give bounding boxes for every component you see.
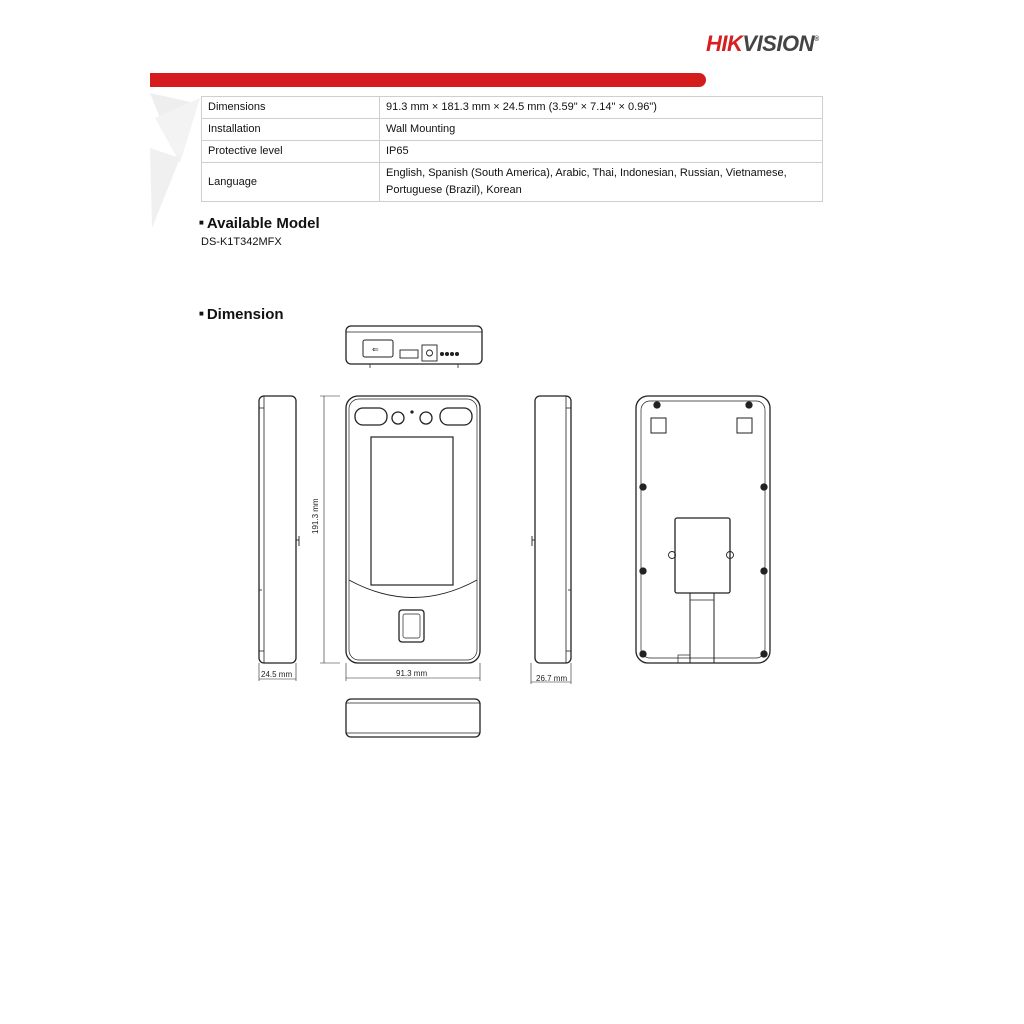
available-model-title: Available Model xyxy=(206,215,320,232)
spec-label: Installation xyxy=(202,119,380,141)
top-view-drawing xyxy=(346,326,482,368)
dimension-title: Dimension xyxy=(206,306,284,323)
side-depth-label: 24.5 mm xyxy=(261,670,293,679)
spec-value: IP65 xyxy=(380,141,823,163)
svg-text:⇐: ⇐ xyxy=(372,345,379,354)
spec-label: Protective level xyxy=(202,141,380,163)
width-label: 91.3 mm xyxy=(396,669,428,678)
spec-value: English, Spanish (South America), Arabic, Thai, Indonesian, Russian, Vietnamese, Portuguese (Brazil), Korean xyxy=(380,163,823,202)
model-number: DS-K1T342MFX xyxy=(201,236,282,248)
spec-value: Wall Mounting xyxy=(380,119,823,141)
bullet-icon: ■ xyxy=(199,218,204,227)
back-view-drawing xyxy=(636,396,770,663)
front-view-drawing xyxy=(320,396,480,681)
left-side-view-drawing xyxy=(259,396,299,681)
brand-mark: ® xyxy=(813,36,819,43)
bottom-view-drawing xyxy=(346,699,480,737)
spec-value: 91.3 mm × 181.3 mm × 24.5 mm (3.59" × 7.14" × 0.96") xyxy=(380,97,823,119)
height-label: 191.3 mm xyxy=(311,498,320,534)
spec-label: Dimensions xyxy=(202,97,380,119)
brand-secondary: VISION xyxy=(742,31,814,56)
bullet-icon: ■ xyxy=(199,309,204,318)
spec-label: Language xyxy=(202,163,380,202)
right-side-view-drawing xyxy=(531,396,571,684)
brand-primary: HIK xyxy=(706,31,743,56)
side-depth-bracket-label: 26.7 mm xyxy=(536,674,568,683)
